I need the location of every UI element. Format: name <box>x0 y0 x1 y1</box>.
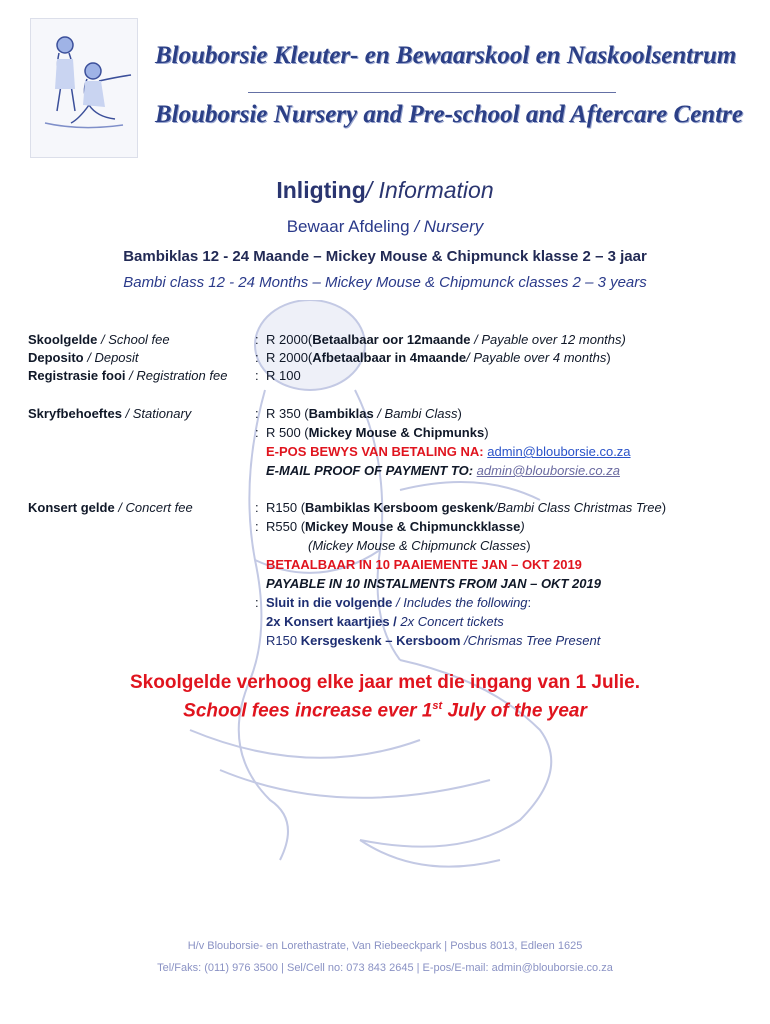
footer-contact: Tel/Faks: (011) 976 3500 | Sel/Cell no: 073 843 2645 | E-pos/E-mail: admin@blouborsie.co.za <box>157 962 613 974</box>
header-divider <box>248 92 616 93</box>
section-af: Bewaar Afdeling <box>286 217 410 236</box>
deposit-value: R 2000(Afbetaalbaar in 4maande/ Payable over 4 months) <box>266 350 611 365</box>
class-line-af: Bambiklas 12 - 24 Maande – Mickey Mouse & Chipmunck klasse 2 – 3 jaar <box>123 248 647 265</box>
colon: : <box>255 406 259 421</box>
school-logo <box>30 18 138 158</box>
school-fee-value: R 2000(Betaalbaar oor 12maande / Payable over 12 months) <box>266 332 626 347</box>
concert-line-2: R550 (Mickey Mouse & Chipmunckklasse) <box>266 519 525 534</box>
includes-line: Sluit in die volgende / Includes the following: <box>266 595 532 610</box>
tickets-line: 2x Konsert kaartjies / 2x Concert tickets <box>266 614 504 629</box>
colon: : <box>255 350 259 365</box>
section-en: / Nursery <box>409 217 484 236</box>
colon: : <box>255 519 259 534</box>
email-proof-en: E-MAIL PROOF OF PAYMENT TO: admin@blouborsie.co.za <box>266 463 620 478</box>
fee-increase-notice-en: School fees increase ever 1st July of the year <box>183 700 587 722</box>
concert-line-3: (Mickey Mouse & Chipmunck Classes) <box>308 538 531 553</box>
school-fee-label: Skoolgelde / School fee <box>28 332 170 347</box>
instalments-af: BETAALBAAR IN 10 PAAIEMENTE JAN – OKT 2019 <box>266 557 582 572</box>
children-illustration-logo <box>31 19 137 157</box>
stationary-label: Skryfbehoeftes / Stationary <box>28 406 192 421</box>
concert-label: Konsert gelde / Concert fee <box>28 500 193 515</box>
email-link-en[interactable]: admin@blouborsie.co.za <box>476 463 620 478</box>
section-title <box>0 217 770 237</box>
colon: : <box>255 368 259 383</box>
stationary-line-1: R 350 (Bambiklas / Bambi Class) <box>266 406 462 421</box>
colon: : <box>255 595 259 610</box>
concert-line-1: R150 (Bambiklas Kersboom geskenk/Bambi Class Christmas Tree) <box>266 500 667 515</box>
title-af: Inligting <box>276 177 366 203</box>
registration-label: Registrasie fooi / Registration fee <box>28 368 228 383</box>
email-link-af[interactable]: admin@blouborsie.co.za <box>487 444 631 459</box>
fee-increase-notice-af: Skoolgelde verhoog elke jaar met die ingang van 1 Julie. <box>130 672 640 693</box>
footer-address: H/v Blouborsie- en Lorethastrate, Van Riebeeckpark | Posbus 8013, Edleen 1625 <box>187 940 583 952</box>
gift-line: R150 Kersgeskenk – Kersboom /Chrismas Tree Present <box>266 633 601 648</box>
school-name-afrikaans: Blouborsie Kleuter- en Bewaarskool en Naskoolsentrum <box>155 42 737 69</box>
email-proof-af: E-POS BEWYS VAN BETALING NA: admin@blouborsie.co.za <box>266 444 631 459</box>
title-en: / Information <box>365 177 494 203</box>
colon: : <box>255 425 259 440</box>
stationary-line-2: R 500 (Mickey Mouse & Chipmunks) <box>266 425 489 440</box>
deposit-label: Deposito / Deposit <box>28 350 139 365</box>
page-title <box>0 177 770 204</box>
colon: : <box>255 332 259 347</box>
instalments-en: PAYABLE IN 10 INSTALMENTS FROM JAN – OKT 2019 <box>266 576 601 591</box>
school-name-english: Blouborsie Nursery and Pre-school and Aftercare Centre <box>155 101 743 128</box>
registration-value: R 100 <box>266 368 301 383</box>
class-line-en: Bambi class 12 - 24 Months – Mickey Mouse & Chipmunck classes 2 – 3 years <box>123 274 647 291</box>
colon: : <box>255 500 259 515</box>
